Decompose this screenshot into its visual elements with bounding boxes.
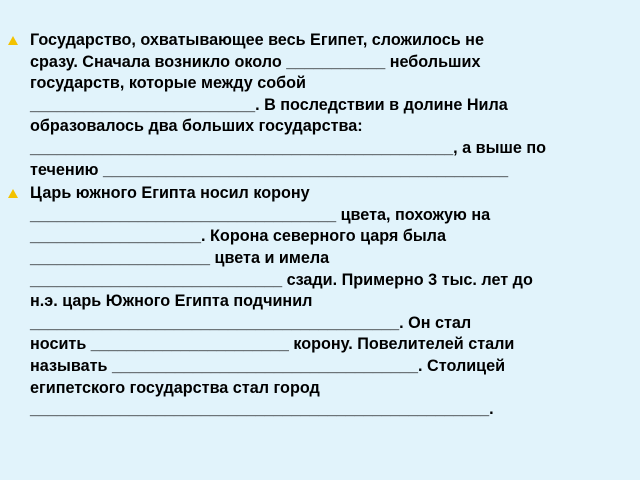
worksheet-bullet-list: [8, 30, 630, 421]
paragraph-text: Государство, охватывающее весь Египет, сложилось не сразу. Сначала возникло около ___________ небольших государств, которые между собой _________________________. В последствии в долине Нила образовалось два больших государства: _______________________________________________, а выше по течению _____________________________________________: [30, 31, 547, 179]
paragraph-state-formation: [8, 30, 630, 181]
paragraph-text: Царь южного Египта носил корону __________________________________ цвета, похожую на ___________________. Корона северного царя была ____________________ цвета и имела ____________________________ сзади. Примерно 3 тыс. лет до н.э. царь Южного Египта подчинил _________________________________________. Он стал носить ______________________ корону. Повелителей стали называть __________________________________. Столицей египетского государства стал город ___________________________________________________.: [30, 184, 533, 419]
paragraph-pharaoh-crown: [8, 183, 630, 421]
triangle-bullet-icon: [8, 189, 18, 198]
triangle-bullet-icon: [8, 36, 18, 45]
